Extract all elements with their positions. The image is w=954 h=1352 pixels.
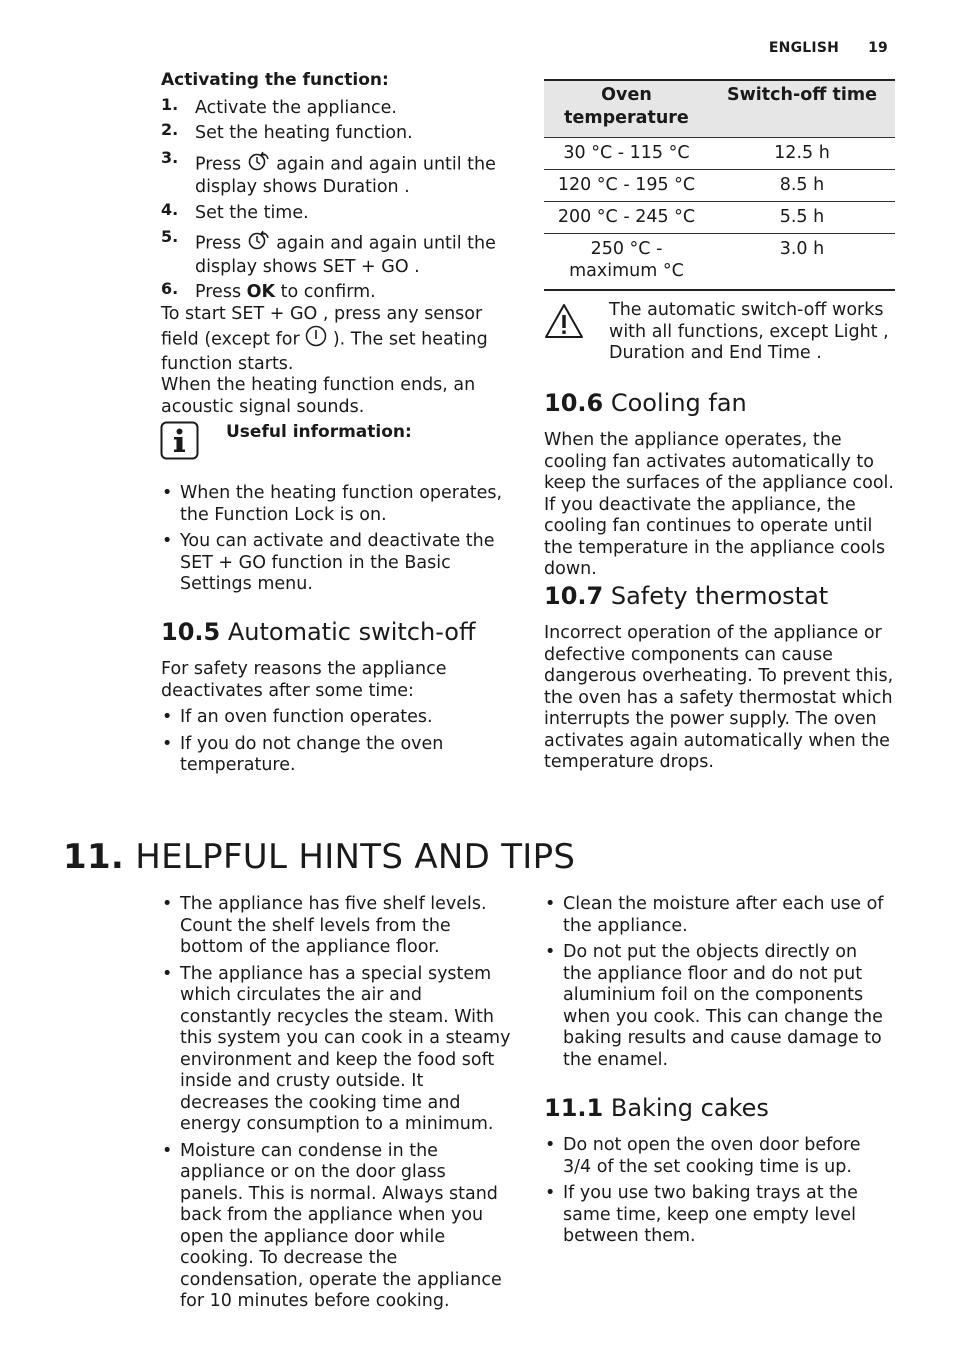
timer-sensor-icon	[247, 151, 271, 178]
table-row	[544, 138, 895, 170]
power-sensor-icon	[305, 325, 327, 354]
section-number: 10.5	[161, 618, 221, 646]
step-number: 5.	[161, 227, 179, 246]
list-item: • Do not put the objects directly on the appliance floor and do not put aluminium foil on the components when you cook. This can change the baking results and cause damage to the enamel.	[544, 942, 884, 1071]
step-pre: Press	[195, 282, 242, 302]
list-item: • Moisture can condense in the appliance or on the door glass panels. This is normal. Always stand back from the appliance when you open the appliance door while cooking. To decrease the condensation, operate the appliance for 10 minutes before cooking.	[161, 1141, 511, 1313]
step-number: 6.	[161, 279, 179, 298]
section-number: 10.7	[544, 582, 604, 610]
switchoff-table-wrapper	[544, 79, 895, 291]
column-header: Oven temperature	[544, 80, 709, 138]
section-10-5-heading	[161, 618, 513, 646]
switchoff-table	[544, 79, 895, 291]
table-cell: 8.5 h	[779, 175, 825, 195]
table-cell: 200 °C - 245 °C	[557, 207, 696, 227]
step-number: 1.	[161, 94, 179, 114]
step-1	[161, 94, 513, 120]
section-10-7-text: Incorrect operation of the appliance or defective components can cause dangerous overheating. To prevent this, the oven has a safety thermostat which interrupts the power supply. The oven activates again automatically when the temperature drops.	[544, 623, 894, 772]
step-post: to confirm.	[280, 282, 376, 302]
column-header: Switch-off time	[709, 80, 895, 138]
list-item: • If an oven function operates.	[161, 707, 506, 729]
activating-section	[161, 70, 513, 418]
section-10-5-body	[161, 659, 506, 782]
list-item: • You can activate and deactivate the SET + GO function in the Basic Settings menu.	[161, 531, 506, 596]
section-intro: For safety reasons the appliance deactivates after some time:	[161, 659, 447, 701]
section-number: 11.1	[544, 1094, 604, 1122]
table-cell: 5.5 h	[779, 207, 825, 227]
table-row	[544, 234, 895, 291]
section-title: Baking cakes	[610, 1094, 769, 1122]
table-row	[544, 170, 895, 202]
step-number: 2.	[161, 120, 179, 139]
info-icon	[160, 421, 200, 468]
section-title: Cooling fan	[610, 389, 747, 417]
warning-text: The automatic switch-off works with all functions, except Light , Duration and End Time .	[609, 300, 889, 363]
table-header-row	[544, 80, 895, 138]
chapter-11-right-list	[544, 894, 884, 1076]
timer-sensor-icon	[247, 230, 271, 257]
activating-title: Activating the function:	[161, 70, 389, 90]
step-3	[161, 147, 513, 199]
section-10-7-heading	[544, 582, 896, 610]
table-cell: 250 °C - maximum °C	[569, 239, 684, 281]
list-item: • Do not open the oven door before 3/4 of the set cooking time is up.	[544, 1135, 894, 1178]
step-text: Set the heating function.	[195, 123, 413, 143]
step-number: 3.	[161, 147, 179, 167]
header-language: ENGLISH	[768, 40, 840, 56]
list-item: • When the heating function operates, the Function Lock is on.	[161, 483, 506, 526]
step-6	[161, 279, 513, 304]
page-number: 19	[868, 40, 888, 56]
section-title: Automatic switch-off	[227, 618, 476, 646]
step-pre: Press	[195, 153, 242, 174]
table-cell: 30 °C - 115 °C	[563, 143, 690, 163]
list-item: • The appliance has five shelf levels. Count the shelf levels from the bottom of the appliance floor.	[161, 894, 511, 959]
step-number: 4.	[161, 199, 179, 219]
section-11-1-list	[544, 1135, 894, 1253]
start-paragraph	[161, 304, 513, 376]
table-cell: 3.0 h	[779, 239, 825, 259]
section-number: 10.6	[544, 389, 604, 417]
list-item: • Clean the moisture after each use of the appliance.	[544, 894, 884, 937]
list-item: • The appliance has a special system which circulates the air and constantly recycles the steam. With this system you can cook in a steamy environment and keep the food soft inside and crusty outside. It decreases the cooking time and energy consumption to a minimum.	[161, 964, 511, 1136]
table-cell: 12.5 h	[774, 143, 830, 163]
section-10-6-text: When the appliance operates, the cooling fan activates automatically to keep the surfaces of the appliance cool. If you deactivate the appliance, the cooling fan continues to operate until the temperature in the appliance cools down.	[544, 430, 894, 579]
step-2	[161, 120, 513, 145]
ok-key-label: OK	[246, 282, 276, 302]
step-text: Activate the appliance.	[195, 97, 397, 118]
start-text-post: ). The set heating function starts.	[161, 329, 488, 374]
step-pre: Press	[195, 233, 242, 254]
step-text: Set the time.	[195, 202, 309, 223]
section-title: Safety thermostat	[610, 582, 829, 610]
chapter-number: 11.	[63, 837, 125, 877]
page-header	[745, 38, 888, 60]
section-11-1-heading	[544, 1094, 896, 1122]
step-4	[161, 199, 513, 225]
end-paragraph: When the heating function ends, an acoustic signal sounds.	[161, 375, 476, 417]
chapter-title: HELPFUL HINTS AND TIPS	[135, 837, 576, 877]
step-5	[161, 227, 513, 278]
list-item: • If you use two baking trays at the same time, keep one empty level between them.	[544, 1183, 894, 1248]
step-post: again and again until the display shows Duration .	[195, 153, 496, 197]
step-post: again and again until the display shows SET + GO .	[195, 233, 496, 277]
warning-icon	[544, 303, 584, 346]
useful-info-list	[161, 483, 506, 601]
list-item: • If you do not change the oven temperature.	[161, 734, 506, 777]
table-cell: 120 °C - 195 °C	[557, 175, 696, 195]
start-text-pre: To start SET + GO , press any sensor field (except for	[161, 303, 483, 350]
table-row	[544, 202, 895, 234]
chapter-11-heading	[63, 837, 575, 877]
chapter-11-left-list	[161, 894, 511, 1318]
useful-info-title: Useful information:	[226, 422, 412, 442]
section-10-6-heading	[544, 389, 896, 417]
